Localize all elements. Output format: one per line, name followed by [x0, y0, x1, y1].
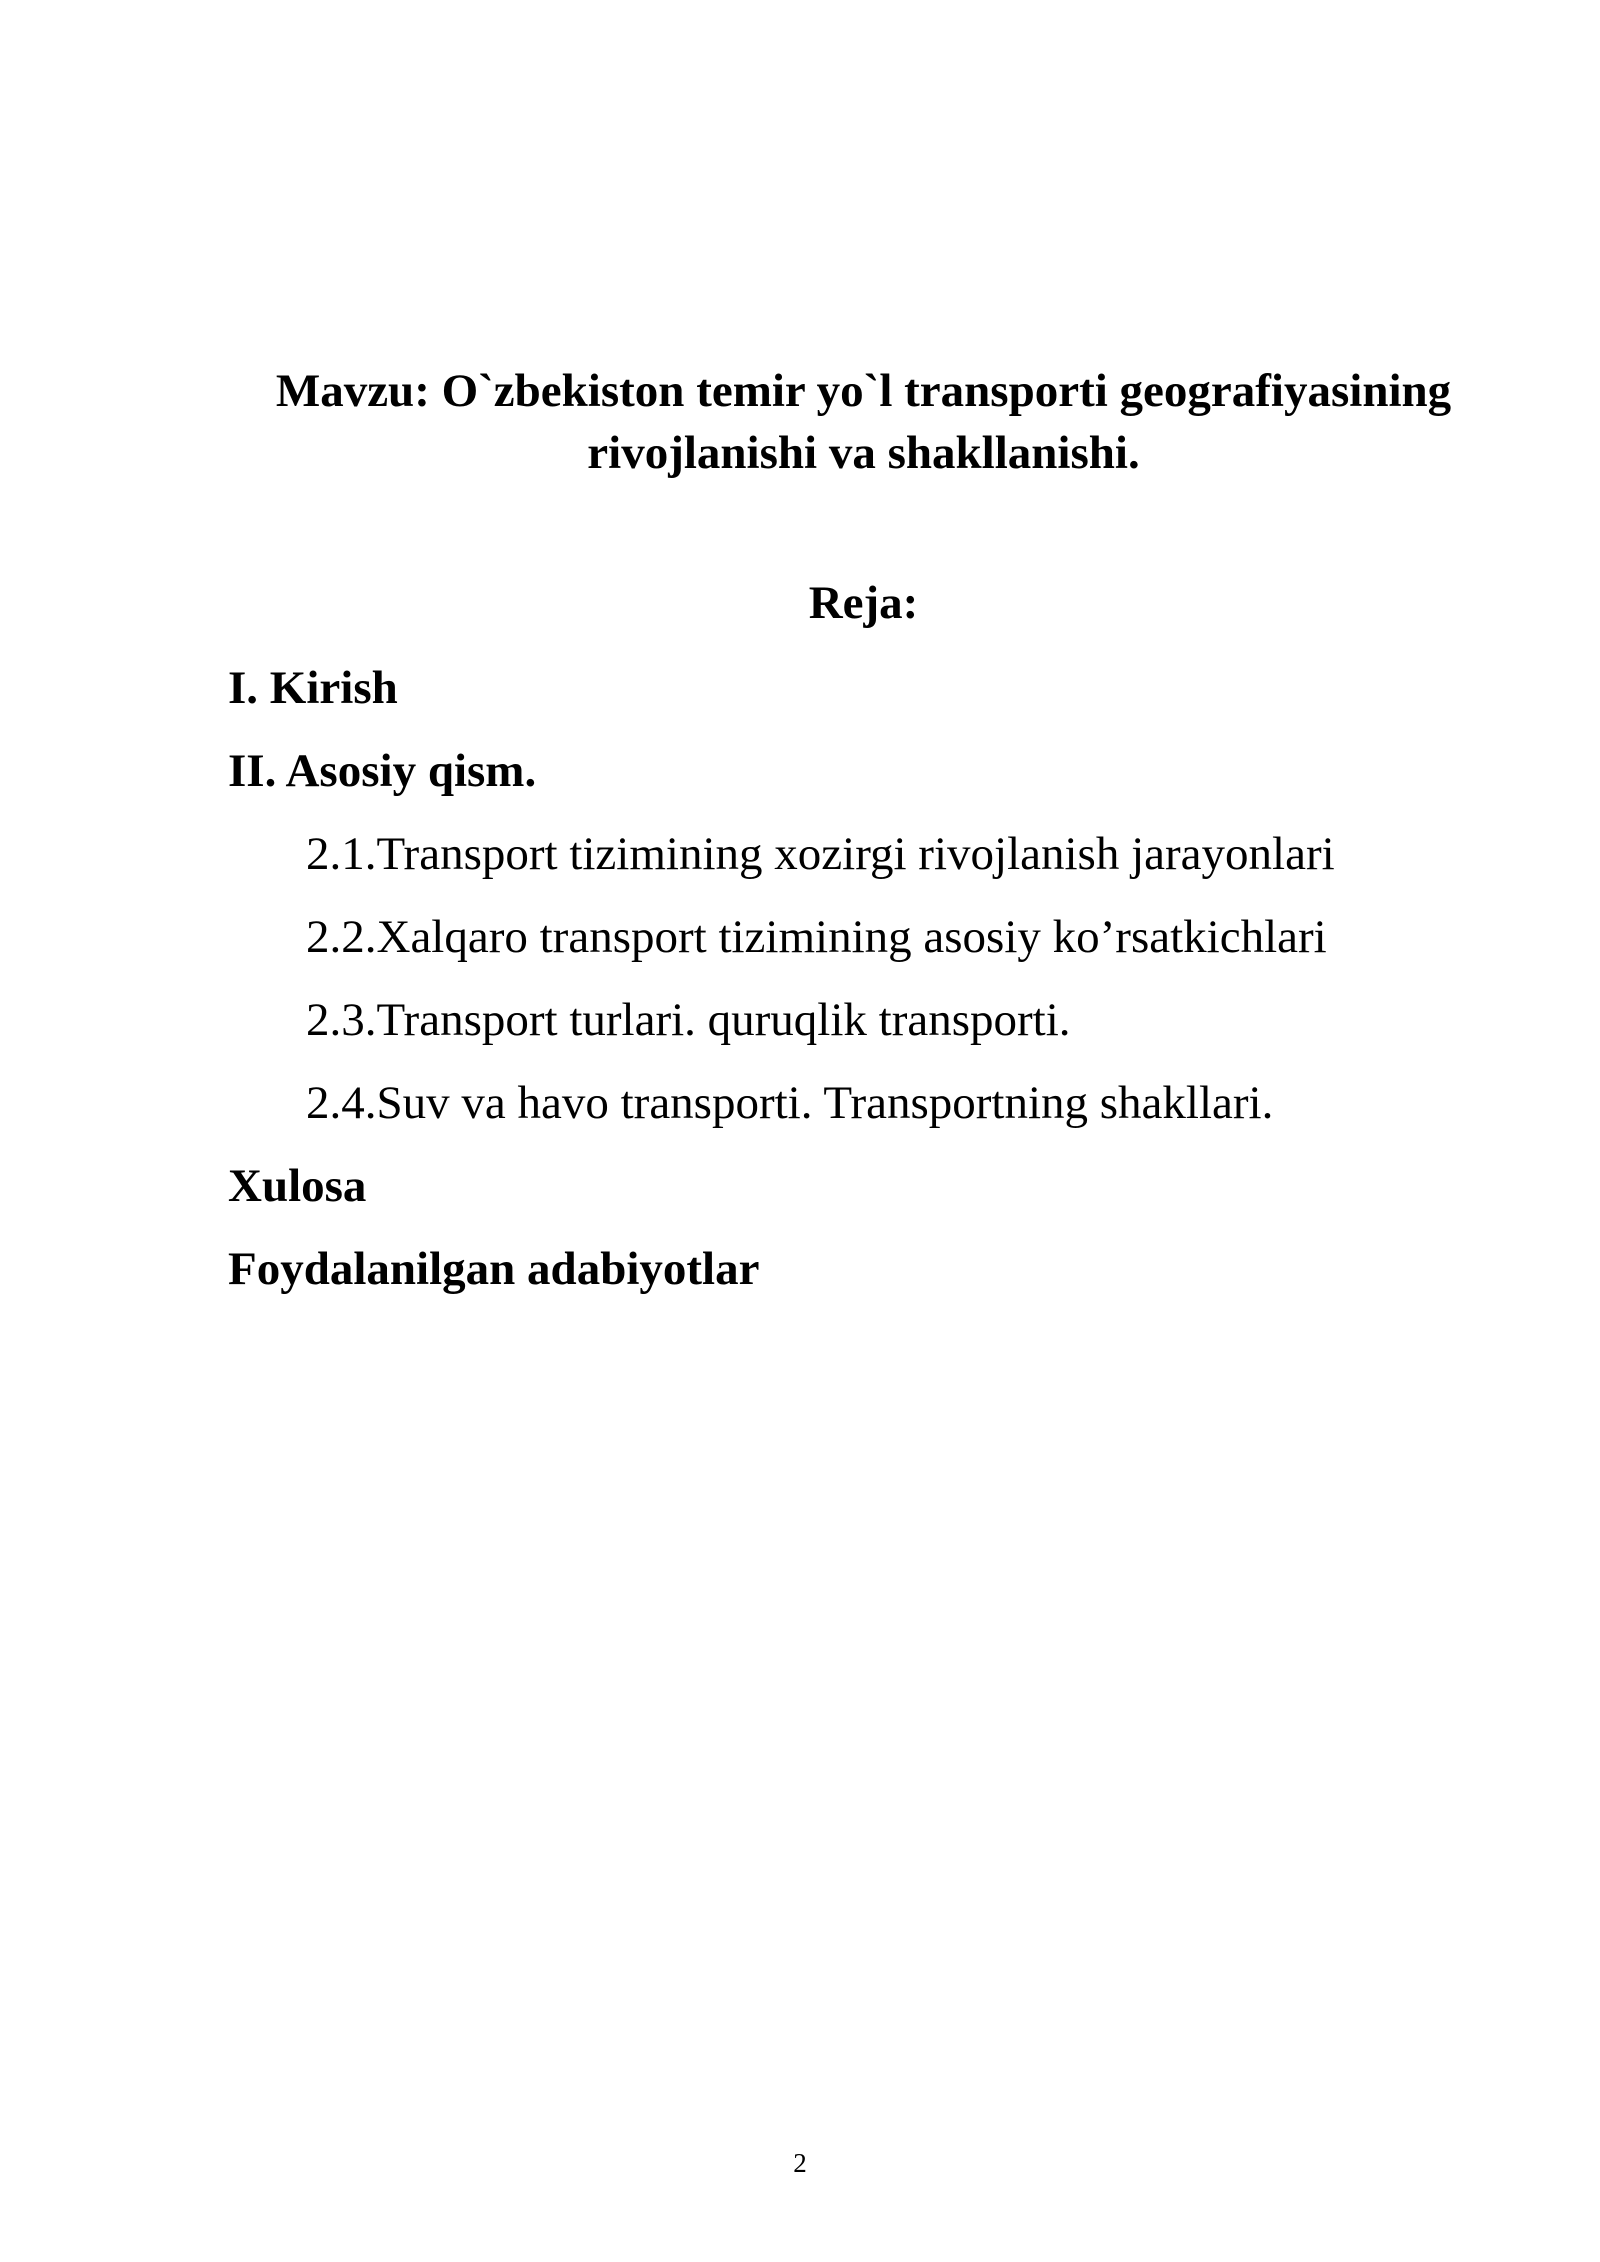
plan-item-adabiyotlar: Foydalanilgan adabiyotlar: [228, 1243, 760, 1295]
plan-subitem-2-1: 2.1.Transport tizimining xozirgi rivojlanish jarayonlari: [306, 828, 1335, 880]
plan-item-asosiy-qism: II. Asosiy qism.: [228, 745, 537, 797]
plan-subitem-2-4: 2.4.Suv va havo transporti. Transportning shakllari.: [306, 1077, 1274, 1129]
title-line-2: rivojlanishi va shakllanishi.: [587, 427, 1140, 479]
plan-list: [228, 657, 1499, 1321]
page-number: 2: [793, 2148, 807, 2178]
plan-heading: Reja:: [808, 577, 919, 629]
plan-subitem-2-2: 2.2.Xalqaro transport tizimining asosiy ko’rsatkichlari: [306, 911, 1327, 963]
title-line-1: Mavzu: O`zbekiston temir yo`l transporti geografiyasining: [275, 365, 1452, 417]
plan-subitem-2-3: 2.3.Transport turlari. quruqlik transporti.: [306, 994, 1071, 1046]
plan-item-xulosa: Xulosa: [228, 1160, 367, 1212]
document-title: [228, 360, 1499, 484]
plan-item-kirish: I. Kirish: [228, 662, 398, 714]
